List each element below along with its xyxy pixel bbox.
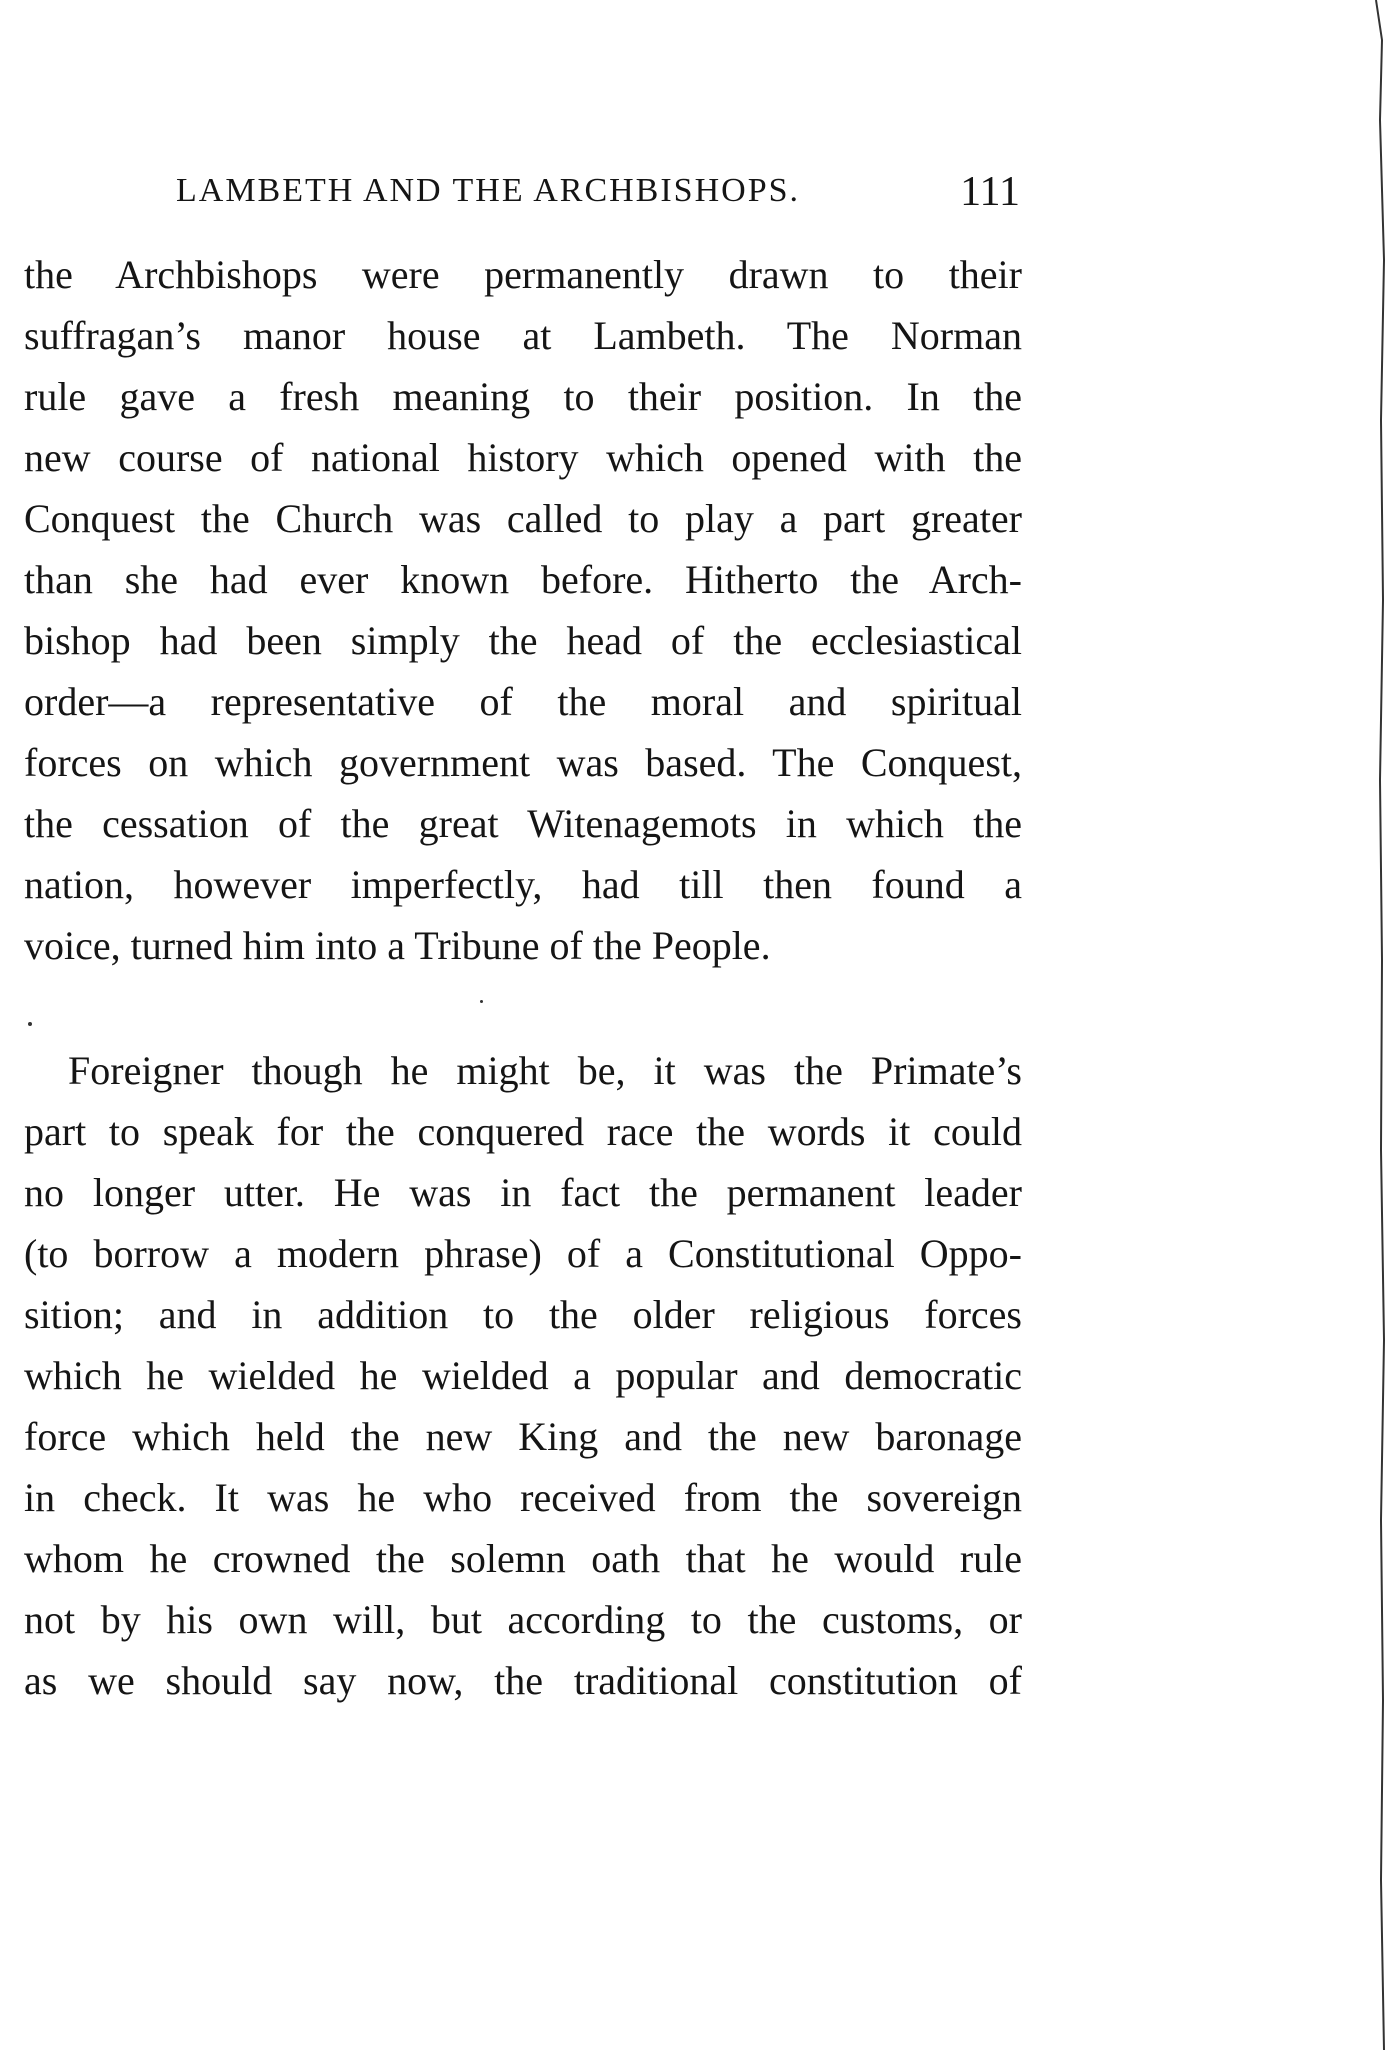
text-line: force which held the new King and the new baronage	[24, 1414, 1022, 1459]
paragraph-1	[24, 244, 1022, 976]
text-line: no longer utter. He was in fact the permanent leader	[24, 1170, 1022, 1215]
text-line: order—a representative of the moral and spiritual	[24, 679, 1022, 724]
text-line: new course of national history which opened with the	[24, 435, 1022, 480]
text-line: nation, however imperfectly, had till then found a	[24, 862, 1022, 907]
text-line: Foreigner though he might be, it was the Primate’s	[68, 1048, 1022, 1093]
text-line: as we should say now, the traditional constitution of	[24, 1658, 1022, 1703]
text-line: part to speak for the conquered race the words it could	[24, 1109, 1022, 1154]
text-line: not by his own will, but according to the customs, or	[24, 1597, 1022, 1642]
page-number: 111	[960, 169, 1020, 215]
text-line: which he wielded he wielded a popular and democratic	[24, 1353, 1022, 1398]
print-speck	[28, 1022, 32, 1026]
text-line: the cessation of the great Witenagemots in which the	[24, 801, 1022, 846]
text-line: bishop had been simply the head of the ecclesiastical	[24, 618, 1022, 663]
text-line: voice, turned him into a Tribune of the People.	[24, 923, 771, 968]
text-line: Conquest the Church was called to play a part greater	[24, 496, 1022, 541]
text-line: than she had ever known before. Hitherto the Arch-	[24, 557, 1022, 602]
text-line: the Archbishops were permanently drawn to their	[24, 252, 1022, 297]
text-line: forces on which government was based. The Conquest,	[24, 740, 1022, 785]
paragraph-2	[24, 1040, 1022, 1711]
text-line: (to borrow a modern phrase) of a Constitutional Oppo-	[24, 1231, 1022, 1276]
text-line: sition; and in addition to the older religious forces	[24, 1292, 1022, 1337]
page-edge-shadow	[1372, 0, 1388, 2050]
print-speck	[480, 1000, 483, 1003]
running-title: LAMBETH AND THE ARCHBISHOPS.	[176, 172, 801, 209]
running-header	[176, 168, 1024, 224]
text-line: whom he crowned the solemn oath that he would rule	[24, 1536, 1022, 1581]
text-line: in check. It was he who received from the sovereign	[24, 1475, 1022, 1520]
text-line: suffragan’s manor house at Lambeth. The Norman	[24, 313, 1022, 358]
text-line: rule gave a fresh meaning to their position. In the	[24, 374, 1022, 419]
